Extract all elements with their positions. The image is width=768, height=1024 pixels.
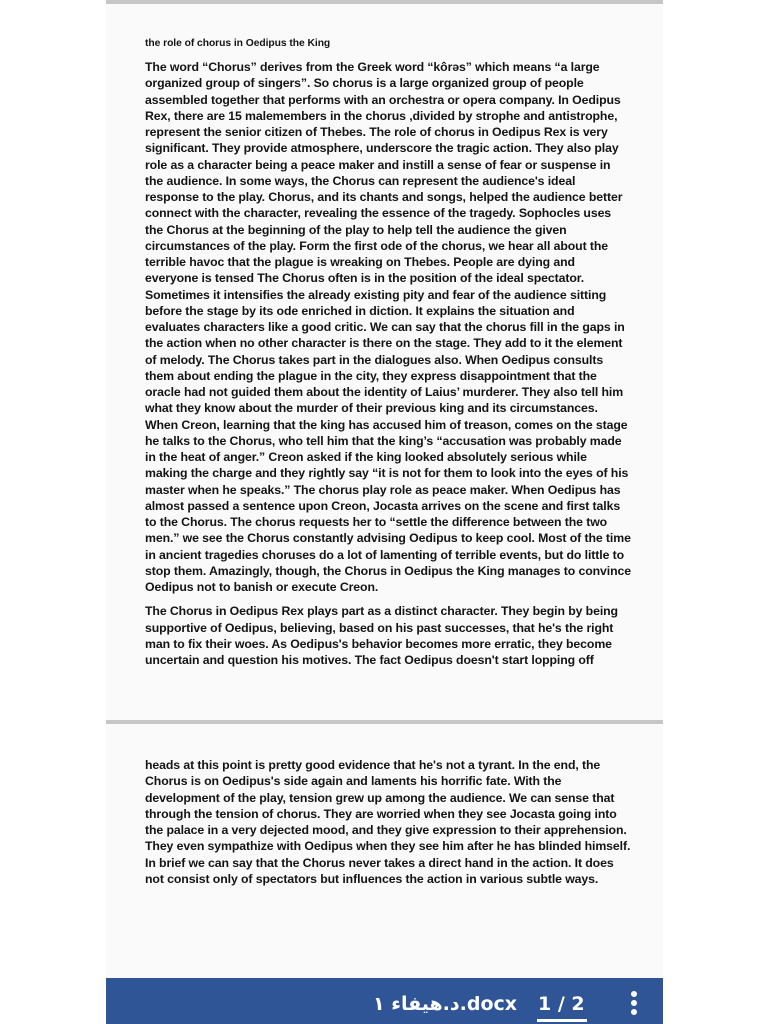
document-page-1 — [106, 0, 663, 720]
page-indicator: 1 / 2 — [538, 993, 585, 1015]
paragraph: The Chorus in Oedipus Rex plays part as a distinct character. They begin by being supportive of Oedipus, believing, based on his past successes, that he's the right man to fix their woes. As Oedipus's behavior becomes more erratic, they become uncertain and question his motives. The fact Oedipus doesn't start lopping off — [145, 604, 618, 667]
bottom-toolbar — [106, 978, 663, 1024]
more-vertical-icon — [624, 989, 644, 1017]
document-page-2 — [106, 724, 663, 978]
page-1-content — [145, 37, 631, 676]
paragraph: heads at this point is pretty good evidence that he's not a tyrant. In the end, the Chorus is on Oedipus's side again and laments his horrific fate. With the development of the play, tension grew up among the audience. We can sense that through the tension of chorus. They are worried when they see Jocasta going into the palace in a very dejected mood, and they give expression to their apprehension. They even sympathize with Oedipus when they see him after he has blinded himself. In brief we can say that the Chorus never takes a direct hand in the action. It does not consist only of spectators but influences the action in various subtle ways. — [145, 758, 631, 886]
page-2-content — [145, 757, 631, 895]
more-options-button[interactable] — [624, 989, 644, 1017]
paragraph: The word “Chorus” derives from the Greek word “kôrəs” which means “a large organized group of singers”. So chorus is a large organized group of people assembled together that performs with an orchestra or opera company. In Oedipus Rex, there are 15 malemembers in the chorus ,divided by strophe and antistrophe, represent the senior citizen of Thebes. The role of chorus in Oedipus Rex is very significant. They provide atmosphere, underscore the tragic action. They also play role as a character being a peace maker and instill a sense of fear or suspense in the audience. In some ways, the Chorus can represent the audience's ideal response to the play. Chorus, and its chants and songs, helped the audience better connect with the character, revealing the essence of the tragedy. Sophocles uses the Chorus at the beginning of the play to help tell the audience the given circumstances of the play. Form the first ode of the chorus, we hear all about the terrible havoc that the plague is wreaking on Thebes. People are dying and everyone is tensed The Chorus often is in the position of the ideal spectator. Sometimes it intensifies the already existing pity and fear of the audience sitting before the stage by its ode enriched in diction. It explains the situation and evaluates characters like a good critic. We can say that the chorus fill in the gaps in the action when no other character is there on the stage. They add to it the element of melody. The Chorus takes part in the dialogues also. When Oedipus consults them about ending the plague in the city, they express disappointment that the oracle had not guided them about the identity of Laius’ murderer. They also tell him what they know about the murder of their previous king and its circumstances. When Creon, learning that the king has accused him of treason, comes on the stage he talks to the Chorus, who tell him that the king’s “accusation was probably made in the heat of anger.” Creon asked if the king looked absolutely serious while making the charge and they rightly say “it is not for them to look into the eyes of his master when he speaks.” The chorus play role as peace maker. When Oedipus has almost passed a sentence upon Creon, Jocasta arrives on the scene and first talks to the Chorus. The chorus requests her to “settle the difference between the two men.” we see the Chorus constantly advising Oedipus to keep cool. Most of the time in ancient tragedies choruses do a lot of lamenting of terrible events, but do little to stop them. Amazingly, though, the Chorus in Oedipus the King manages to convince Oedipus not to banish or execute Creon. — [145, 60, 631, 594]
file-name: د.هيفاء ١.docx — [373, 993, 518, 1015]
page-indicator-underline — [537, 1019, 587, 1022]
document-title: the role of chorus in Oedipus the King — [145, 38, 331, 49]
